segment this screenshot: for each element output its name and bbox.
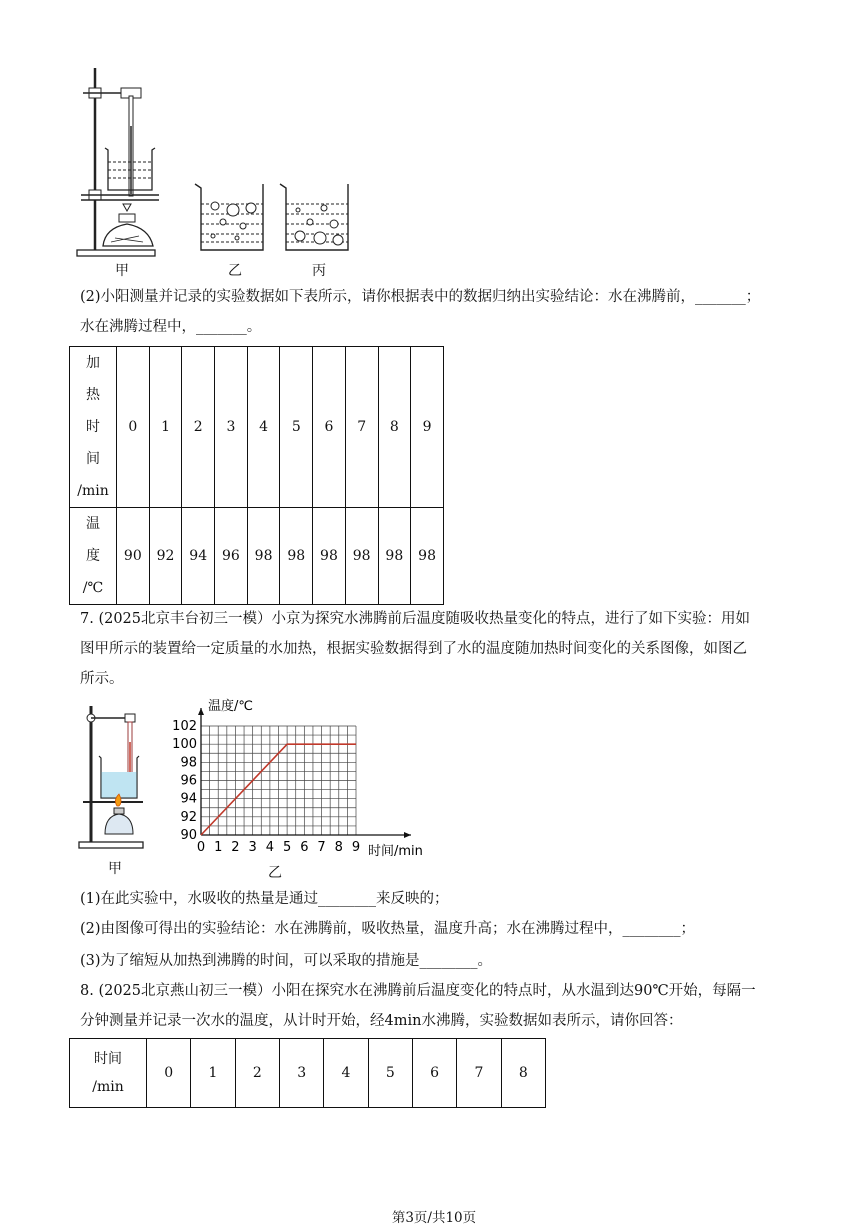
table-cell: 98 (313, 508, 346, 605)
chart-y-tick-label: 100 (172, 737, 197, 753)
table-row-temp (70, 508, 444, 605)
table-cell: 92 (149, 508, 182, 605)
chart-x-tick-label: 3 (248, 840, 257, 855)
chart-y-tick-label: 98 (180, 755, 197, 771)
q8-line2: 分钟测量并记录一次水的温度，从计时开始，经4min水沸腾，实验数据如表所示，请你回答： (80, 1013, 683, 1029)
table-cell: 94 (182, 508, 215, 605)
chart-x-tick-label: 8 (334, 840, 343, 855)
data-table-2 (69, 1038, 546, 1108)
temperature-time-chart (168, 692, 440, 862)
chart-x-tick-label: 7 (317, 840, 326, 855)
table-cell: 90 (117, 508, 150, 605)
table-cell: 6 (412, 1039, 456, 1108)
table-cell: 7 (345, 347, 378, 508)
q6-part2-line2: 水在沸腾过程中，_______。 (80, 319, 262, 335)
table-cell: 0 (147, 1039, 191, 1108)
table-cell: 2 (182, 347, 215, 508)
chart-x-tick-label: 0 (196, 840, 206, 855)
table-cell: 6 (313, 347, 346, 508)
table-cell: 5 (368, 1039, 412, 1108)
table-cell: 98 (247, 508, 280, 605)
table-cell: 98 (280, 508, 313, 605)
figure-label-jia-2: 甲 (108, 861, 122, 877)
table-cell: 98 (345, 508, 378, 605)
chart-x-tick-label: 1 (214, 840, 223, 855)
table-cell: 4 (247, 347, 280, 508)
apparatus-figure-jia-2 (75, 702, 147, 854)
table-row-time (70, 347, 444, 508)
chart-x-tick-label: 5 (282, 840, 292, 855)
table-cell: 9 (411, 347, 444, 508)
chart-x-tick-label: 9 (351, 840, 361, 855)
figure-label-yi: 乙 (228, 263, 242, 279)
q7-sub3: (3)为了缩短从加热到沸腾的时间，可以采取的措施是________。 (80, 953, 493, 969)
table-cell: 98 (378, 508, 411, 605)
table-cell: 7 (457, 1039, 501, 1108)
q7-line1: 7. (2025北京丰台初三一模）小京为探究水沸腾前后温度随吸收热量变化的特点，进行了如下实验：用如 (80, 611, 750, 627)
q7-sub2: (2)由图像可得出的实验结论：水在沸腾前，吸收热量，温度升高；水在沸腾过程中，________； (80, 921, 696, 937)
page-footer: 第3页/共10页 (391, 1210, 477, 1226)
data-table-1 (69, 346, 444, 605)
chart-y-tick-label: 102 (172, 719, 197, 734)
table-row-time-2 (70, 1039, 546, 1108)
row-header-temp: 温 度 /℃ (70, 508, 117, 605)
chart-y-axis-arrow (198, 708, 204, 715)
chart-x-tick-label: 2 (231, 840, 240, 855)
table-cell: 1 (149, 347, 182, 508)
table-cell: 3 (279, 1039, 323, 1108)
figure-label-yi-2: 乙 (268, 865, 282, 881)
q6-part2-line1: (2)小阳测量并记录的实验数据如下表所示，请你根据表中的数据归纳出实验结论：水在沸腾前，_______； (80, 289, 761, 305)
table-cell: 3 (215, 347, 248, 508)
chart-x-tick-label: 6 (300, 840, 309, 855)
table-cell: 8 (501, 1039, 545, 1108)
table-cell: 2 (235, 1039, 279, 1108)
apparatus-figure-jia (75, 66, 165, 262)
chart-y-tick-label: 92 (180, 809, 197, 825)
row-header-time-2: 时间 /min (70, 1039, 147, 1108)
figure-label-jia: 甲 (115, 263, 129, 279)
beaker-figure-bing (278, 180, 354, 254)
beaker-figure-yi (193, 180, 269, 254)
q7-line3: 所示。 (80, 671, 124, 687)
table-cell: 4 (324, 1039, 368, 1108)
table-cell: 1 (191, 1039, 235, 1108)
figure-label-bing: 丙 (312, 263, 326, 279)
table-cell: 98 (411, 508, 444, 605)
q7-sub1: (1)在此实验中，水吸收的热量是通过________来反映的； (80, 891, 449, 907)
q7-line2: 图甲所示的装置给一定质量的水加热，根据实验数据得到了水的温度随加热时间变化的关系图像，如图乙 (80, 641, 747, 657)
chart-y-axis-label: 温度/℃ (208, 699, 253, 714)
table-cell: 5 (280, 347, 313, 508)
table-cell: 8 (378, 347, 411, 508)
chart-y-tick-label: 90 (180, 828, 197, 843)
table-cell: 0 (117, 347, 150, 508)
chart-x-axis-label: 时间/min (368, 844, 423, 859)
chart-y-tick-label: 94 (180, 791, 197, 807)
chart-x-axis-arrow (404, 832, 411, 838)
q8-line1: 8. (2025北京燕山初三一模）小阳在探究水在沸腾前后温度变化的特点时，从水温到达90℃开始，每隔一 (80, 983, 756, 999)
row-header-time: 加 热 时 间 /min (70, 347, 117, 508)
chart-x-tick-label: 4 (265, 840, 275, 855)
table-cell: 96 (215, 508, 248, 605)
chart-y-tick-label: 96 (180, 773, 197, 789)
